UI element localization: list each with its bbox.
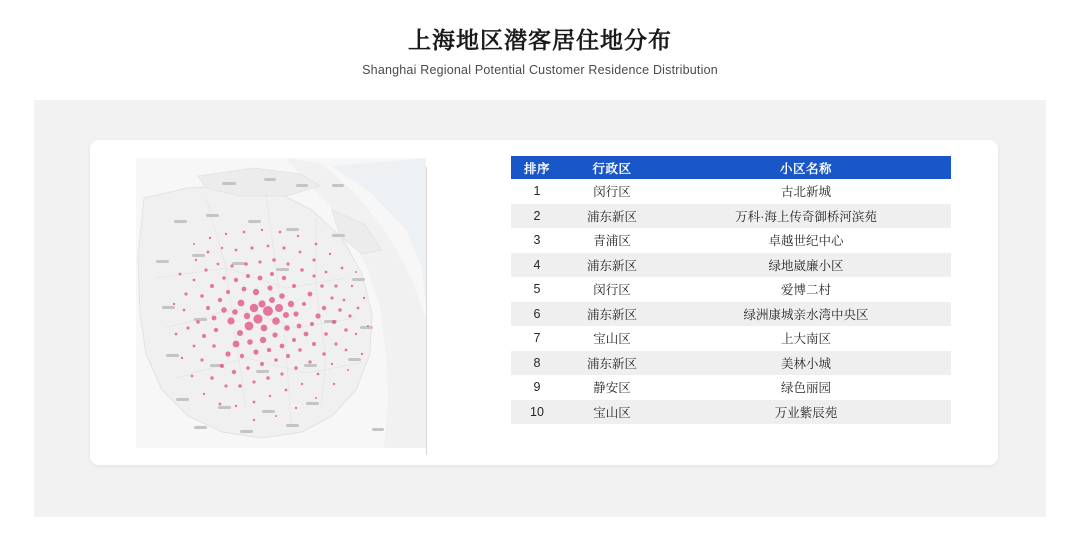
table-row bbox=[511, 179, 951, 204]
cell-district: 静安区 bbox=[563, 375, 661, 400]
cell-community: 万业紫辰苑 bbox=[661, 400, 951, 425]
cell-community: 绿地崴廉小区 bbox=[661, 253, 951, 278]
column-header-community: 小区名称 bbox=[661, 156, 951, 179]
cell-community: 绿色丽园 bbox=[661, 375, 951, 400]
residence-ranking-table bbox=[511, 156, 951, 424]
cell-community: 古北新城 bbox=[661, 179, 951, 204]
map-panel[interactable] bbox=[90, 140, 473, 465]
cell-community: 爱博二村 bbox=[661, 277, 951, 302]
cell-community: 美林小城 bbox=[661, 351, 951, 376]
cell-district: 浦东新区 bbox=[563, 253, 661, 278]
cell-community: 卓越世纪中心 bbox=[661, 228, 951, 253]
page-subtitle: Shanghai Regional Potential Customer Residence Distribution bbox=[362, 62, 718, 77]
cell-community: 上大南区 bbox=[661, 326, 951, 351]
table-row bbox=[511, 375, 951, 400]
column-header-district: 行政区 bbox=[563, 156, 661, 179]
cell-rank: 6 bbox=[511, 302, 563, 327]
cell-rank: 4 bbox=[511, 253, 563, 278]
panel-divider bbox=[426, 167, 427, 455]
cell-district: 宝山区 bbox=[563, 400, 661, 425]
cell-rank: 3 bbox=[511, 228, 563, 253]
cell-rank: 2 bbox=[511, 204, 563, 229]
cell-rank: 8 bbox=[511, 351, 563, 376]
table-row bbox=[511, 204, 951, 229]
table-row bbox=[511, 400, 951, 425]
content-card bbox=[90, 140, 998, 465]
shanghai-dot-map[interactable] bbox=[136, 158, 426, 448]
column-header-rank: 排序 bbox=[511, 156, 563, 179]
cell-district: 闵行区 bbox=[563, 179, 661, 204]
cell-district: 青浦区 bbox=[563, 228, 661, 253]
cell-district: 闵行区 bbox=[563, 277, 661, 302]
table-row bbox=[511, 351, 951, 376]
cell-community: 万科·海上传奇御桥河滨苑 bbox=[661, 204, 951, 229]
table-row bbox=[511, 302, 951, 327]
page-title: 上海地区潜客居住地分布 bbox=[408, 27, 672, 53]
cell-rank: 7 bbox=[511, 326, 563, 351]
table-header-row bbox=[511, 156, 951, 179]
cell-rank: 9 bbox=[511, 375, 563, 400]
table-row bbox=[511, 228, 951, 253]
table-row bbox=[511, 277, 951, 302]
cell-rank: 10 bbox=[511, 400, 563, 425]
cell-district: 浦东新区 bbox=[563, 204, 661, 229]
header bbox=[0, 0, 1080, 77]
ranking-panel bbox=[473, 140, 998, 424]
map-svg bbox=[136, 158, 426, 448]
cell-district: 浦东新区 bbox=[563, 351, 661, 376]
cell-rank: 5 bbox=[511, 277, 563, 302]
cell-district: 宝山区 bbox=[563, 326, 661, 351]
table-row bbox=[511, 326, 951, 351]
cell-rank: 1 bbox=[511, 179, 563, 204]
cell-community: 绿洲康城亲水湾中央区 bbox=[661, 302, 951, 327]
table-row bbox=[511, 253, 951, 278]
table-header bbox=[511, 156, 951, 179]
cell-district: 浦东新区 bbox=[563, 302, 661, 327]
table-body bbox=[511, 179, 951, 424]
